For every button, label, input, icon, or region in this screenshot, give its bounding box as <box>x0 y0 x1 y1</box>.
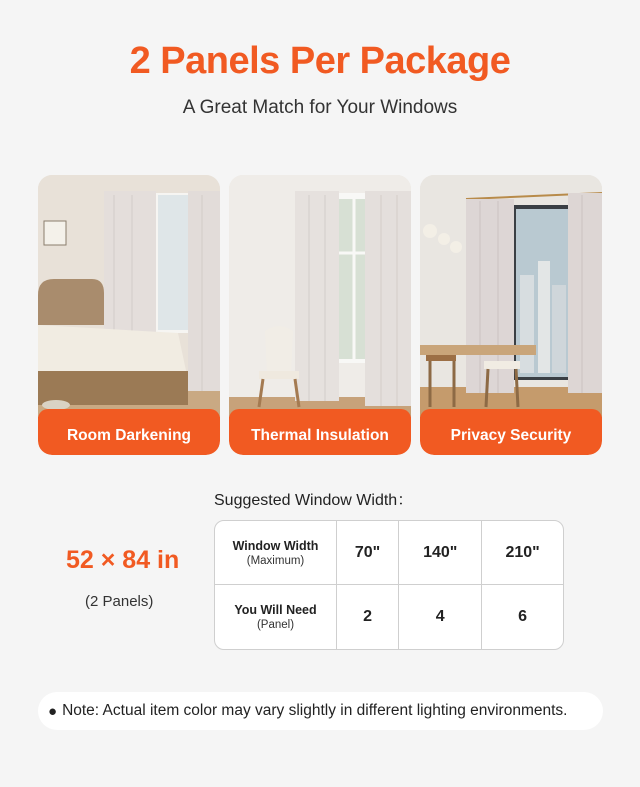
window-chair-photo <box>229 175 411 419</box>
table-cell: 140" <box>399 521 482 585</box>
feature-card-room-darkening <box>38 175 220 455</box>
window-width-table <box>214 520 564 650</box>
feature-card-privacy-security <box>420 175 602 455</box>
note-text: Note: Actual item color may vary slightly in different lighting environments. <box>62 702 568 719</box>
table-cell: 4 <box>399 585 482 649</box>
table-row <box>215 521 563 585</box>
feature-label: Thermal Insulation <box>229 417 411 455</box>
panel-count-note: (2 Panels) <box>85 593 154 610</box>
color-note <box>38 692 603 730</box>
table-cell: 6 <box>518 608 528 625</box>
panel-dimensions: 52 × 84 in <box>66 546 180 574</box>
page-subtitle: A Great Match for Your Windows <box>182 97 458 118</box>
table-row <box>215 585 563 649</box>
table-cell: 70" <box>337 521 399 585</box>
table-cell: 210" <box>482 521 563 585</box>
row-header-window-width <box>215 521 337 585</box>
dining-room-photo <box>420 175 602 419</box>
table-cell: 2 <box>337 585 399 649</box>
row-header-sub: (Panel) <box>256 619 295 631</box>
feature-label: Room Darkening <box>38 417 220 455</box>
feature-card-thermal-insulation <box>229 175 411 455</box>
bullet-icon: ● <box>48 702 58 720</box>
feature-label: Privacy Security <box>420 417 602 455</box>
page-title: 2 Panels Per Package <box>129 40 511 82</box>
row-header-title: You Will Need <box>234 603 317 617</box>
suggested-width-label: Suggested Window Width： <box>214 492 414 509</box>
bedroom-photo <box>38 175 220 419</box>
row-header-title: Window Width <box>232 538 319 553</box>
row-header-sub: (Maximum) <box>246 554 305 567</box>
row-header-you-will-need <box>215 585 337 649</box>
